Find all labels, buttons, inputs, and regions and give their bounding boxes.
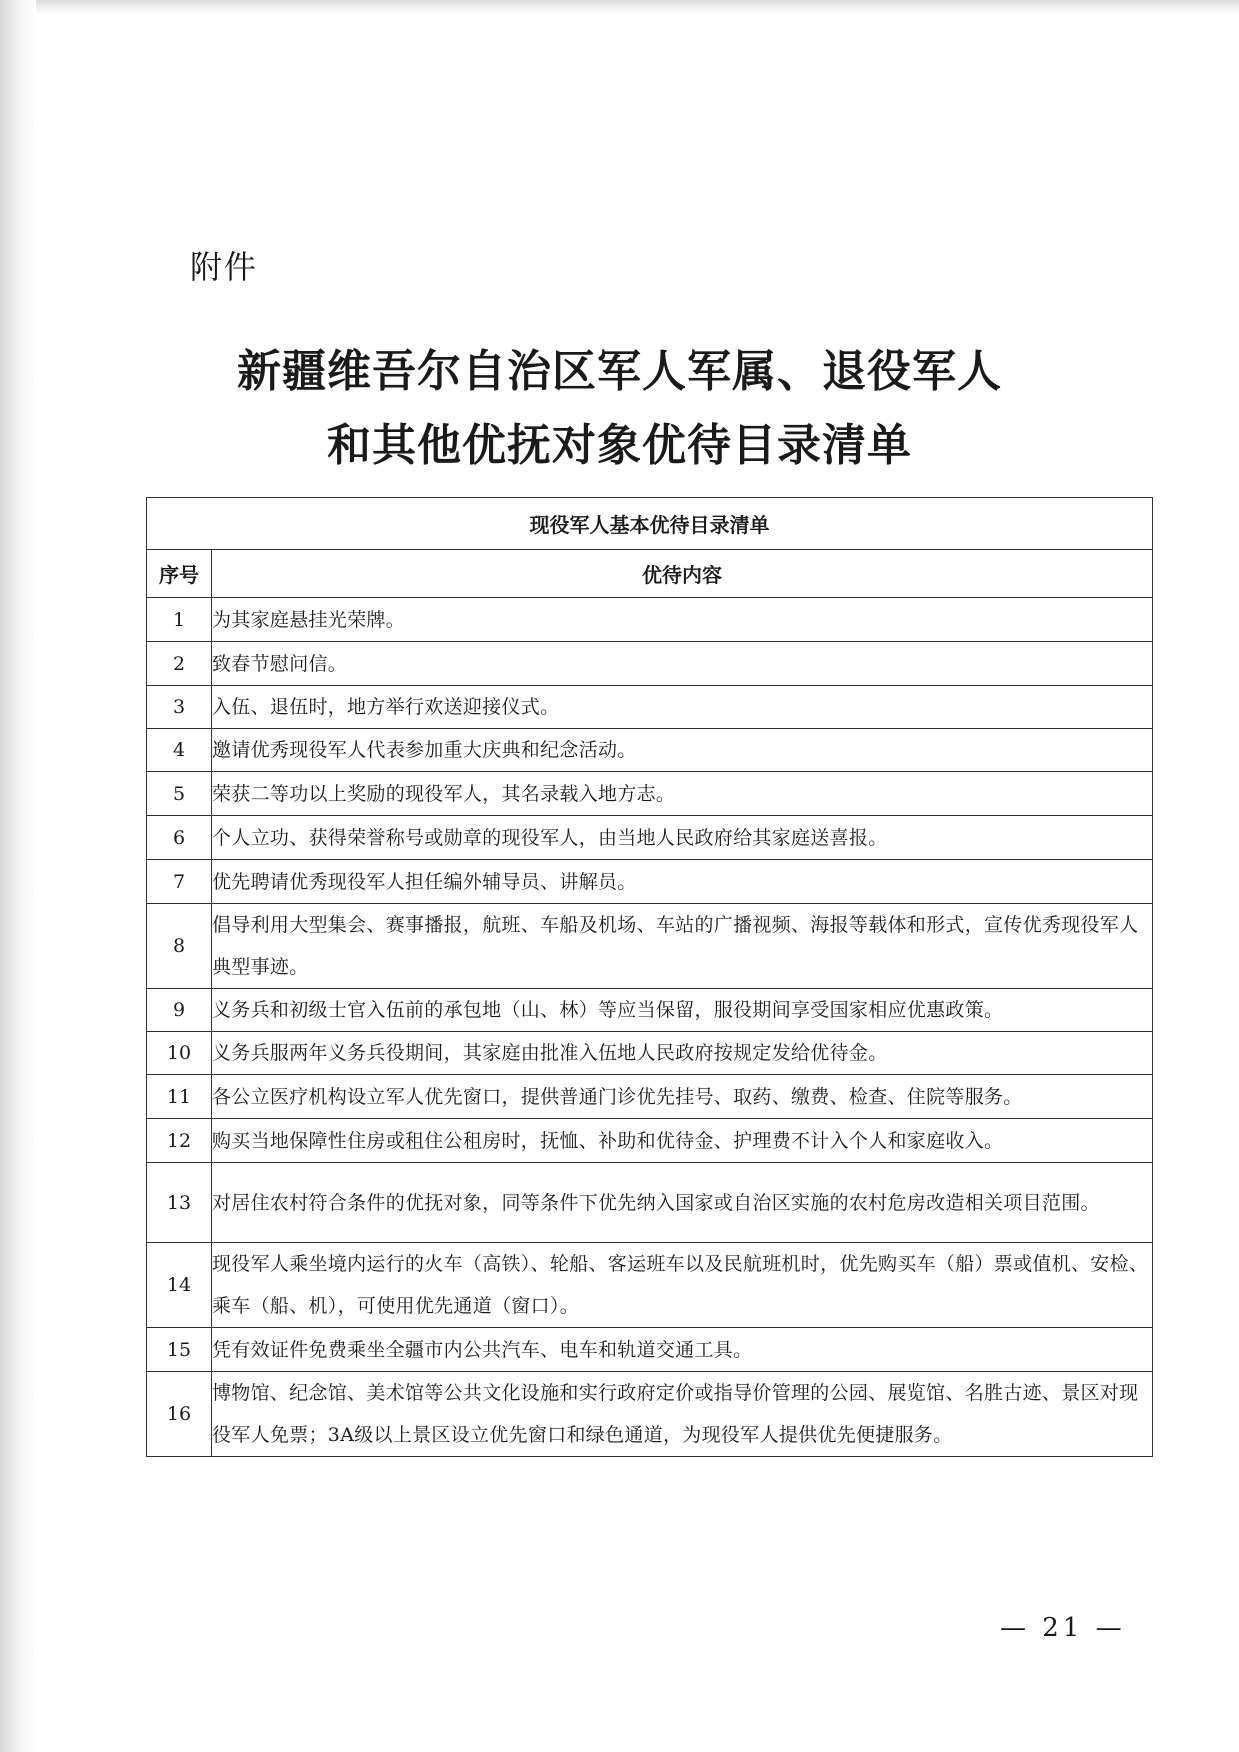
table-row (147, 686, 1153, 729)
row-number: 15 (147, 1328, 212, 1372)
table-row (147, 642, 1153, 686)
table-row (147, 989, 1153, 1032)
scan-shadow-top (0, 0, 1239, 14)
row-number: 9 (147, 989, 212, 1032)
table-row (147, 598, 1153, 642)
row-content: 博物馆、纪念馆、美术馆等公共文化设施和实行政府定价或指导价管理的公园、展览馆、名胜古迹、景区对现役军人免票；3A级以上景区设立优先窗口和绿色通道，为现役军人提供优先便捷服务。 (212, 1372, 1153, 1457)
header-content: 优待内容 (212, 550, 1153, 598)
header-number: 序号 (147, 550, 212, 598)
row-number: 14 (147, 1243, 212, 1328)
table-caption-row (147, 498, 1153, 550)
page-number: — 21 — (1000, 1613, 1126, 1643)
table-row (147, 860, 1153, 904)
row-content: 凭有效证件免费乘坐全疆市内公共汽车、电车和轨道交通工具。 (212, 1328, 1153, 1372)
table-row (147, 1163, 1153, 1243)
row-content: 义务兵服两年义务兵役期间，其家庭由批准入伍地人民政府按规定发给优待金。 (212, 1032, 1153, 1075)
attachment-label: 附件 (190, 248, 259, 286)
table-row (147, 1119, 1153, 1163)
row-content: 各公立医疗机构设立军人优先窗口，提供普通门诊优先挂号、取药、缴费、检查、住院等服务。 (212, 1075, 1153, 1119)
row-content: 义务兵和初级士官入伍前的承包地（山、林）等应当保留，服役期间享受国家相应优惠政策。 (212, 989, 1153, 1032)
row-content: 现役军人乘坐境内运行的火车（高铁）、轮船、客运班车以及民航班机时，优先购买车（船）票或值机、安检、乘车（船、机），可使用优先通道（窗口）。 (212, 1243, 1153, 1328)
row-number: 13 (147, 1163, 212, 1243)
title-line-1: 新疆维吾尔自治区军人军属、退役军人 (237, 346, 1002, 397)
row-number: 2 (147, 642, 212, 686)
table-row (147, 816, 1153, 860)
document-title (0, 335, 1239, 483)
row-content: 倡导利用大型集会、赛事播报，航班、车船及机场、车站的广播视频、海报等载体和形式，宣传优秀现役军人典型事迹。 (212, 904, 1153, 989)
table-row (147, 1328, 1153, 1372)
scan-shadow-left (0, 0, 36, 1752)
row-number: 11 (147, 1075, 212, 1119)
table-caption: 现役军人基本优待目录清单 (147, 498, 1153, 550)
table-row (147, 1372, 1153, 1457)
row-content: 入伍、退伍时，地方举行欢送迎接仪式。 (212, 686, 1153, 729)
row-number: 10 (147, 1032, 212, 1075)
table-row (147, 1032, 1153, 1075)
row-number: 7 (147, 860, 212, 904)
table-row (147, 904, 1153, 989)
row-number: 12 (147, 1119, 212, 1163)
table-row (147, 1075, 1153, 1119)
row-number: 16 (147, 1372, 212, 1457)
row-content: 邀请优秀现役军人代表参加重大庆典和纪念活动。 (212, 729, 1153, 772)
row-content: 个人立功、获得荣誉称号或勋章的现役军人，由当地人民政府给其家庭送喜报。 (212, 816, 1153, 860)
title-line-2: 和其他优抚对象优待目录清单 (327, 420, 912, 471)
row-content: 荣获二等功以上奖励的现役军人，其名录载入地方志。 (212, 772, 1153, 816)
row-content: 优先聘请优秀现役军人担任编外辅导员、讲解员。 (212, 860, 1153, 904)
row-number: 4 (147, 729, 212, 772)
table-row (147, 772, 1153, 816)
row-number: 3 (147, 686, 212, 729)
row-content: 对居住农村符合条件的优抚对象，同等条件下优先纳入国家或自治区实施的农村危房改造相关项目范围。 (212, 1163, 1153, 1243)
row-number: 6 (147, 816, 212, 860)
table-body (147, 598, 1153, 1457)
row-number: 5 (147, 772, 212, 816)
row-content: 致春节慰问信。 (212, 642, 1153, 686)
row-number: 1 (147, 598, 212, 642)
table-header-row (147, 550, 1153, 598)
row-number: 8 (147, 904, 212, 989)
benefits-table (146, 497, 1153, 1457)
row-content: 为其家庭悬挂光荣牌。 (212, 598, 1153, 642)
table-row (147, 729, 1153, 772)
row-content: 购买当地保障性住房或租住公租房时，抚恤、补助和优待金、护理费不计入个人和家庭收入。 (212, 1119, 1153, 1163)
table-row (147, 1243, 1153, 1328)
